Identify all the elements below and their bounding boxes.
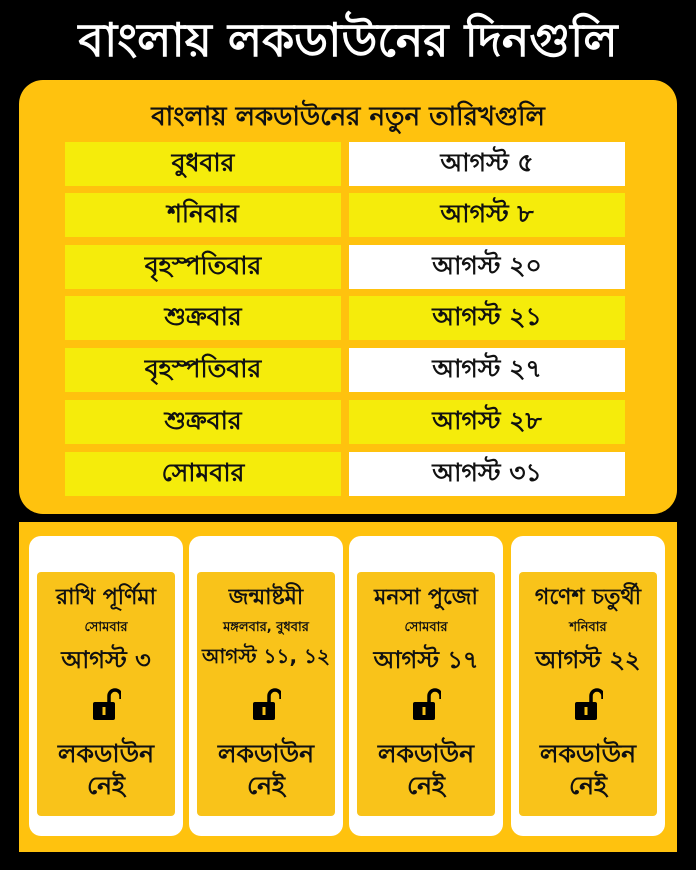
row-date: আগস্ট ৫ bbox=[349, 142, 625, 186]
row-date: আগস্ট ৩১ bbox=[349, 452, 625, 496]
unlocked-padlock-icon bbox=[575, 688, 603, 724]
row-day: শুক্রবার bbox=[65, 296, 341, 340]
row-day: শুক্রবার bbox=[65, 400, 341, 444]
festival-date: আগস্ট ১১, ১২ bbox=[201, 644, 331, 668]
festival-card-body bbox=[357, 572, 495, 816]
date-row bbox=[65, 245, 645, 289]
row-date: আগস্ট ৮ bbox=[349, 193, 625, 237]
festival-day: মঙ্গলবার, বুধবার bbox=[223, 620, 309, 635]
unlocked-padlock-icon bbox=[253, 688, 281, 724]
festival-name: মনসা পুজো bbox=[374, 585, 478, 610]
festival-card-body bbox=[37, 572, 175, 816]
date-row bbox=[65, 400, 645, 444]
row-date: আগস্ট ২৮ bbox=[349, 400, 625, 444]
row-day: শনিবার bbox=[65, 193, 341, 237]
row-day: বৃহস্পতিবার bbox=[65, 348, 341, 392]
unlocked-padlock-icon bbox=[93, 688, 121, 724]
festival-card bbox=[29, 536, 183, 836]
row-date: আগস্ট ২০ bbox=[349, 245, 625, 289]
date-row bbox=[65, 193, 645, 237]
date-row bbox=[65, 142, 645, 186]
row-day: সোমবার bbox=[65, 452, 341, 496]
lockdown-status: লকডাউন নেই bbox=[217, 739, 315, 800]
festival-card bbox=[511, 536, 665, 836]
row-day: বৃহস্পতিবার bbox=[65, 245, 341, 289]
date-row bbox=[65, 452, 645, 496]
festival-card bbox=[189, 536, 343, 836]
row-day: বুধবার bbox=[65, 142, 341, 186]
festival-date: আগস্ট ২২ bbox=[535, 646, 641, 674]
festival-name: রাখি পূর্ণিমা bbox=[55, 585, 156, 610]
festival-date: আগস্ট ১৭ bbox=[373, 646, 479, 674]
date-row bbox=[65, 296, 645, 340]
festival-date: আগস্ট ৩ bbox=[61, 646, 151, 674]
row-date: আগস্ট ২৭ bbox=[349, 348, 625, 392]
date-row bbox=[65, 348, 645, 392]
unlocked-padlock-icon bbox=[413, 688, 441, 724]
festival-name: জন্মাষ্টমী bbox=[228, 585, 304, 610]
festival-day: শনিবার bbox=[569, 620, 607, 635]
page-title: বাংলায় লকডাউনের দিনগুলি bbox=[78, 13, 618, 67]
row-date: আগস্ট ২১ bbox=[349, 296, 625, 340]
festival-day: সোমবার bbox=[84, 620, 128, 635]
festival-name: গণেশ চতুর্থী bbox=[534, 585, 642, 610]
lockdown-status: লকডাউন নেই bbox=[377, 739, 475, 800]
lockdown-dates-panel bbox=[19, 80, 677, 514]
lockdown-status: লকডাউন নেই bbox=[57, 739, 155, 800]
festival-card-body bbox=[197, 572, 335, 816]
festival-card-body bbox=[519, 572, 657, 816]
festival-day: সোমবার bbox=[404, 620, 448, 635]
panel-subtitle: বাংলায় লকডাউনের নতুন তারিখগুলি bbox=[151, 102, 545, 132]
festival-cards-panel bbox=[19, 522, 677, 852]
lockdown-status: লকডাউন নেই bbox=[539, 739, 637, 800]
festival-card bbox=[349, 536, 503, 836]
